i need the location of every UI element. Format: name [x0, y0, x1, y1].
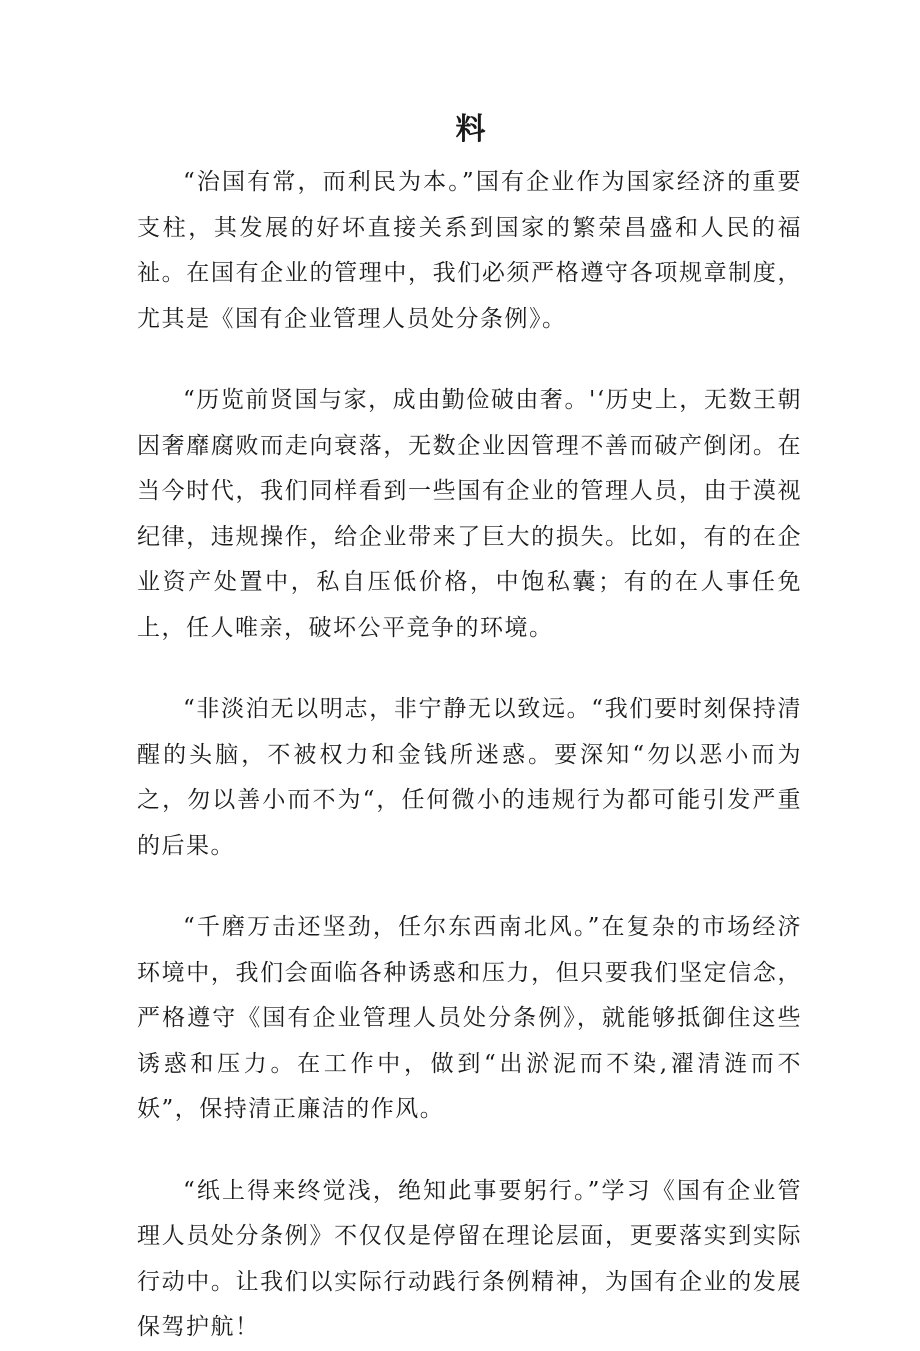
paragraph-4: “千磨万击还坚劲，任尔东西南北风。”在复杂的市场经济环境中，我们会面临各种诱惑和压力，但只要我们坚定信念，严格遵守《国有企业管理人员处分条例》，就能够抵御住这些诱惑和压力。在工作中，做到“出淤泥而不染,濯清涟而不妖”，保持清正廉洁的作风。: [137, 914, 802, 1122]
paragraph-2: “历览前贤国与家，成由勤俭破由奢。'‘历史上，无数王朝因奢靡腐败而走向衰落，无数企业因管理不善而破产倒闭。在当今时代，我们同样看到一些国有企业的管理人员，由于漠视纪律，违规操作，给企业带来了巨大的损失。比如，有的在企业资产处置中，私自压低价格，中饱私囊；有的在人事任免上，任人唯亲，破坏公平竞争的环境。: [137, 387, 802, 641]
paragraph-3: “非淡泊无以明志，非宁静无以致远。“我们要时刻保持清醒的头脑，不被权力和金钱所迷惑。要深知“勿以恶小而为之，勿以善小而不为“，任何微小的违规行为都可能引发严重的后果。: [137, 696, 802, 859]
paragraph-5: “纸上得来终觉浅，绝知此事要躬行。”学习《国有企业管理人员处分条例》不仅仅是停留在理论层面，更要落实到实际行动中。让我们以实际行动践行条例精神，为国有企业的发展保驾护航！: [137, 1177, 802, 1340]
paragraph-1: “治国有常，而利民为本。”国有企业作为国家经济的重要支柱，其发展的好坏直接关系到国家的繁荣昌盛和人民的福祉。在国有企业的管理中，我们必须严格遵守各项规章制度，尤其是《国有企业管理人员处分条例》。: [137, 169, 802, 332]
page-title: 料: [455, 112, 486, 147]
